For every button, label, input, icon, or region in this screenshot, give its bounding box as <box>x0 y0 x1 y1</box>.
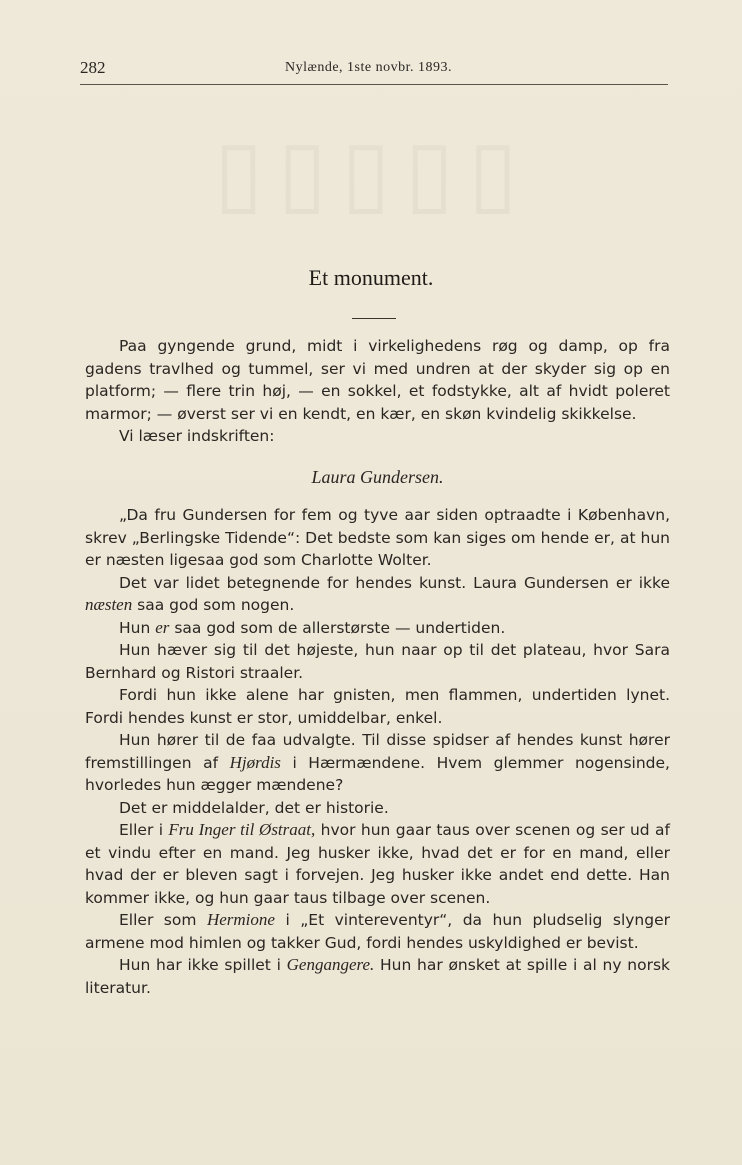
emphasis: næsten <box>85 595 133 614</box>
paragraph: Hun er saa god som de allerstørste — undertiden. <box>119 617 506 637</box>
emphasis: Hjørdis <box>229 752 281 772</box>
emphasis: er <box>155 617 170 637</box>
paragraph: Eller i Fru Inger til Østraat, hvor hun gaar taus over scenen og ser ud af et vindu efter en mand. Jeg husker ikke, hvad det er for en mand, eller hvad der er bleven sagt i forvejen. Jeg husker ikke andet end dette. Han kommer ikke, og hun gaar taus tilbage over scenen. <box>85 820 670 907</box>
emphasis: Gengangere. <box>286 955 375 974</box>
paragraph: Eller som Hermione i „Et vintereventyr“, da hun pludselig slynger armene mod himlen og takker Gud, fordi hendes uskyldighed er bevist. <box>85 910 671 952</box>
paragraph: Det er middelalder, det er historie. <box>119 798 389 817</box>
article-title: Et monument. <box>308 265 434 290</box>
paragraph: Vi læser indskriften: <box>119 427 275 445</box>
paragraph: Hun hører til de faa udvalgte. Til disse spidser af hendes kunst hører fremstillingen af Hjørdis i Hærmændene. Hvem glemmer nogensinde, hvorledes hun ægger mændene? <box>85 731 670 794</box>
paragraph: Paa gyngende grund, midt i virkelighedens røg og damp, op fra gadens travlhed og tummel, ser vi med undren at der skyder sig op en platform; — flere trin høj, — en sokkel, et fodstykke, alt af hvidt poleret marmor; — øverst ser vi en kendt, en kær, en skøn kvindelig skikkelse. <box>85 337 670 423</box>
show-through-decoration: ▯▯▯▯▯ <box>200 124 518 223</box>
emphasis: Hermione <box>206 910 275 929</box>
running-head: Nylænde, 1ste novbr. 1893. <box>285 60 452 75</box>
page-number: 282 <box>80 58 106 77</box>
page-header <box>80 58 668 85</box>
emphasis: Fru Inger til Østraat, <box>168 820 316 839</box>
inscription-name: Laura Gundersen. <box>311 466 444 487</box>
paragraph: Hun har ikke spillet i Gengangere. Hun har ønsket at spille i al ny norsk literatur. <box>85 955 670 997</box>
paragraph: Hun hæver sig til det højeste, hun naar op til det plateau, hvor Sara Bernhard og Ristori straaler. <box>85 641 670 682</box>
paragraph: Det var lidet betegnende for hendes kunst. Laura Gundersen er ikke næsten saa god som nogen. <box>85 573 670 614</box>
paragraph: Fordi hun ikke alene har gnisten, men flammen, undertiden lynet. Fordi hendes kunst er stor, umiddelbar, enkel. <box>85 686 670 727</box>
article-body <box>85 335 670 999</box>
title-divider <box>352 318 396 319</box>
paragraph: „Da fru Gundersen for fem og tyve aar siden optraadte i København, skrev „Berlingske Tidende“: Det bedste som kan siges om hende er, at hun er næsten ligesaa god som Charlotte Wolter. <box>85 506 670 569</box>
